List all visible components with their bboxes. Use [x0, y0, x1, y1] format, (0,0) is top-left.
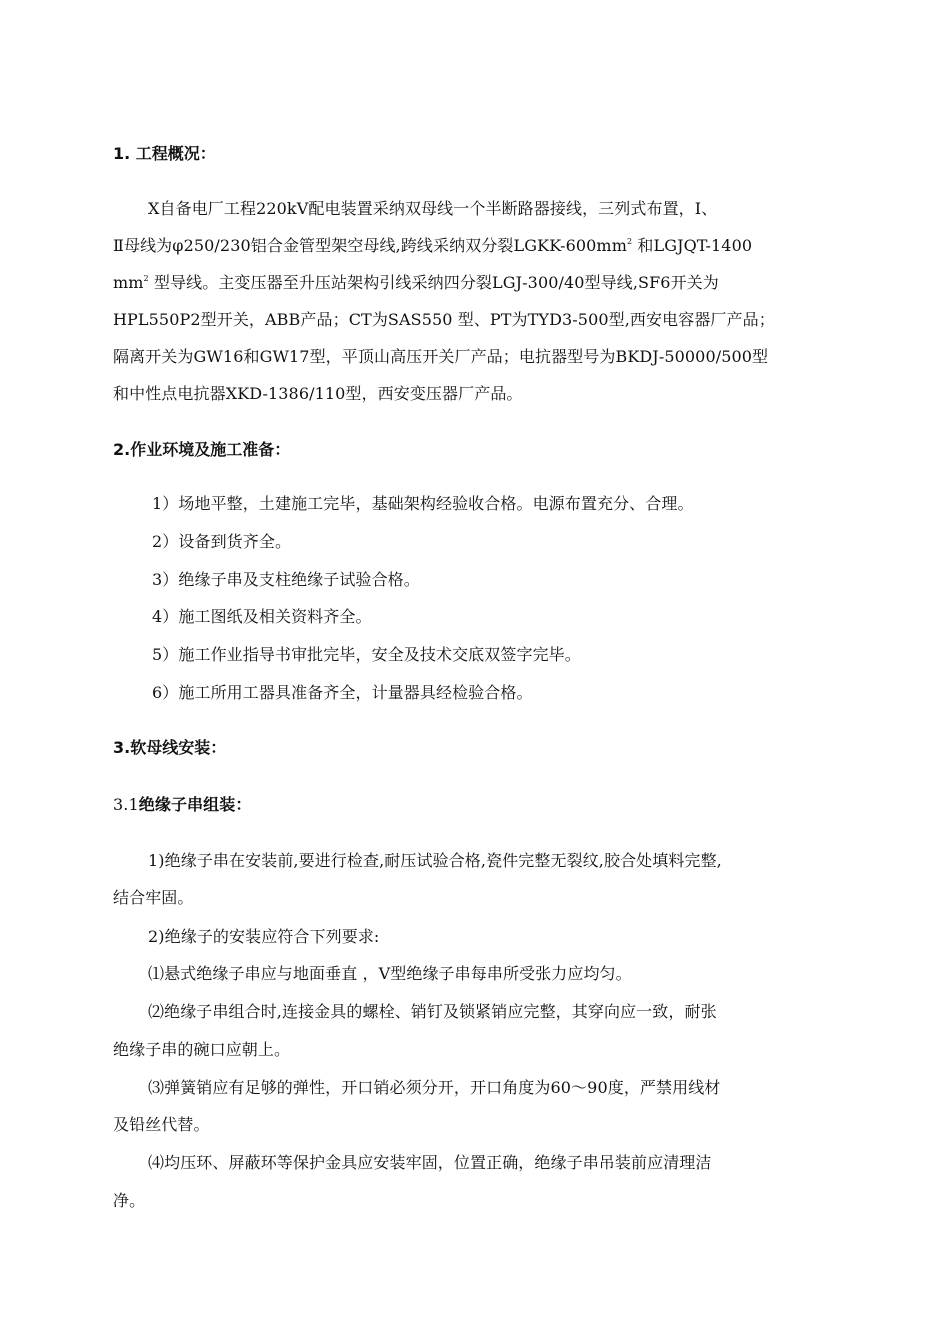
list-item: 2）设备到货齐全。 [152, 532, 292, 551]
list-item: 4）施工图纸及相关资料齐全。 [152, 607, 372, 626]
paragraph-line: X自备电厂工程220kV配电装置采纳双母线一个半断路器接线，三列式布置，Ⅰ、 [148, 199, 718, 218]
paragraph-line: 结合牢固。 [113, 888, 194, 907]
text-span: Ⅱ母线为φ250/230铝合金管型架空母线,跨线采纳双分裂LGKK-600mm [113, 236, 627, 255]
text-span: 和LGJQT-1400 [632, 236, 753, 255]
paragraph-line [113, 273, 853, 293]
paragraph-line: ⑴悬式绝缘子串应与地面垂直 ，V型绝缘子串每串所受张力应均匀。 [148, 964, 632, 983]
subsection-heading [113, 795, 853, 815]
paragraph-line [113, 236, 853, 256]
paragraph-line: ⑵绝缘子串组合时,连接金具的螺栓、销钉及锁紧销应完整，其穿向应一致，耐张 [148, 1002, 717, 1021]
section-heading-preparation: 2.作业环境及施工准备： [113, 440, 291, 459]
subsection-number: 3.1 [113, 795, 139, 814]
text-span: mm [113, 273, 144, 292]
superscript: 2 [143, 274, 149, 283]
paragraph-line: ⑷均压环、屏蔽环等保护金具应安装牢固，位置正确，绝缘子串吊装前应清理洁 [148, 1153, 712, 1172]
paragraph-line: 绝缘子串的碗口应朝上。 [113, 1040, 291, 1059]
superscript: 2 [626, 237, 633, 246]
list-item: 3）绝缘子串及支柱绝缘子试验合格。 [152, 570, 420, 589]
list-item: 1）场地平整，土建施工完毕，基础架构经验收合格。电源布置充分、合理。 [152, 494, 694, 513]
list-item: 6）施工所用工器具准备齐全，计量器具经检验合格。 [152, 683, 533, 702]
subsection-title: 绝缘子串组装： [138, 795, 252, 814]
paragraph-line: HPL550P2型开关，ABB产品；CT为SAS550 型、PT为TYD3-500型,西安电容器厂产品； [113, 310, 775, 329]
list-item: 5）施工作业指导书审批完毕，安全及技术交底双签字完毕。 [152, 645, 581, 664]
text-span: 型导线。主变压器至升压站架构引线采纳四分裂LGJ-300/40型导线,SF6开关为 [148, 273, 719, 292]
paragraph-line: 2)绝缘子的安装应符合下列要求: [148, 927, 380, 946]
paragraph-line: 净。 [113, 1191, 146, 1210]
section-heading-overview: 1. 工程概况： [113, 144, 216, 163]
section-heading-soft-busbar: 3.软母线安装： [113, 738, 227, 757]
paragraph-line: ⑶弹簧销应有足够的弹性，开口销必须分开，开口角度为60～90度，严禁用线材 [148, 1078, 721, 1097]
paragraph-line: 隔离开关为GW16和GW17型，平顶山高压开关厂产品；电抗器型号为BKDJ-50000/500型 [113, 347, 769, 366]
paragraph-line: 和中性点电抗器XKD-1386/110型，西安变压器厂产品。 [113, 384, 523, 403]
paragraph-line: 及铅丝代替。 [113, 1115, 210, 1134]
paragraph-line: 1)绝缘子串在安装前,要进行检查,耐压试验合格,瓷件完整无裂纹,胶合处填料完整, [148, 851, 722, 870]
